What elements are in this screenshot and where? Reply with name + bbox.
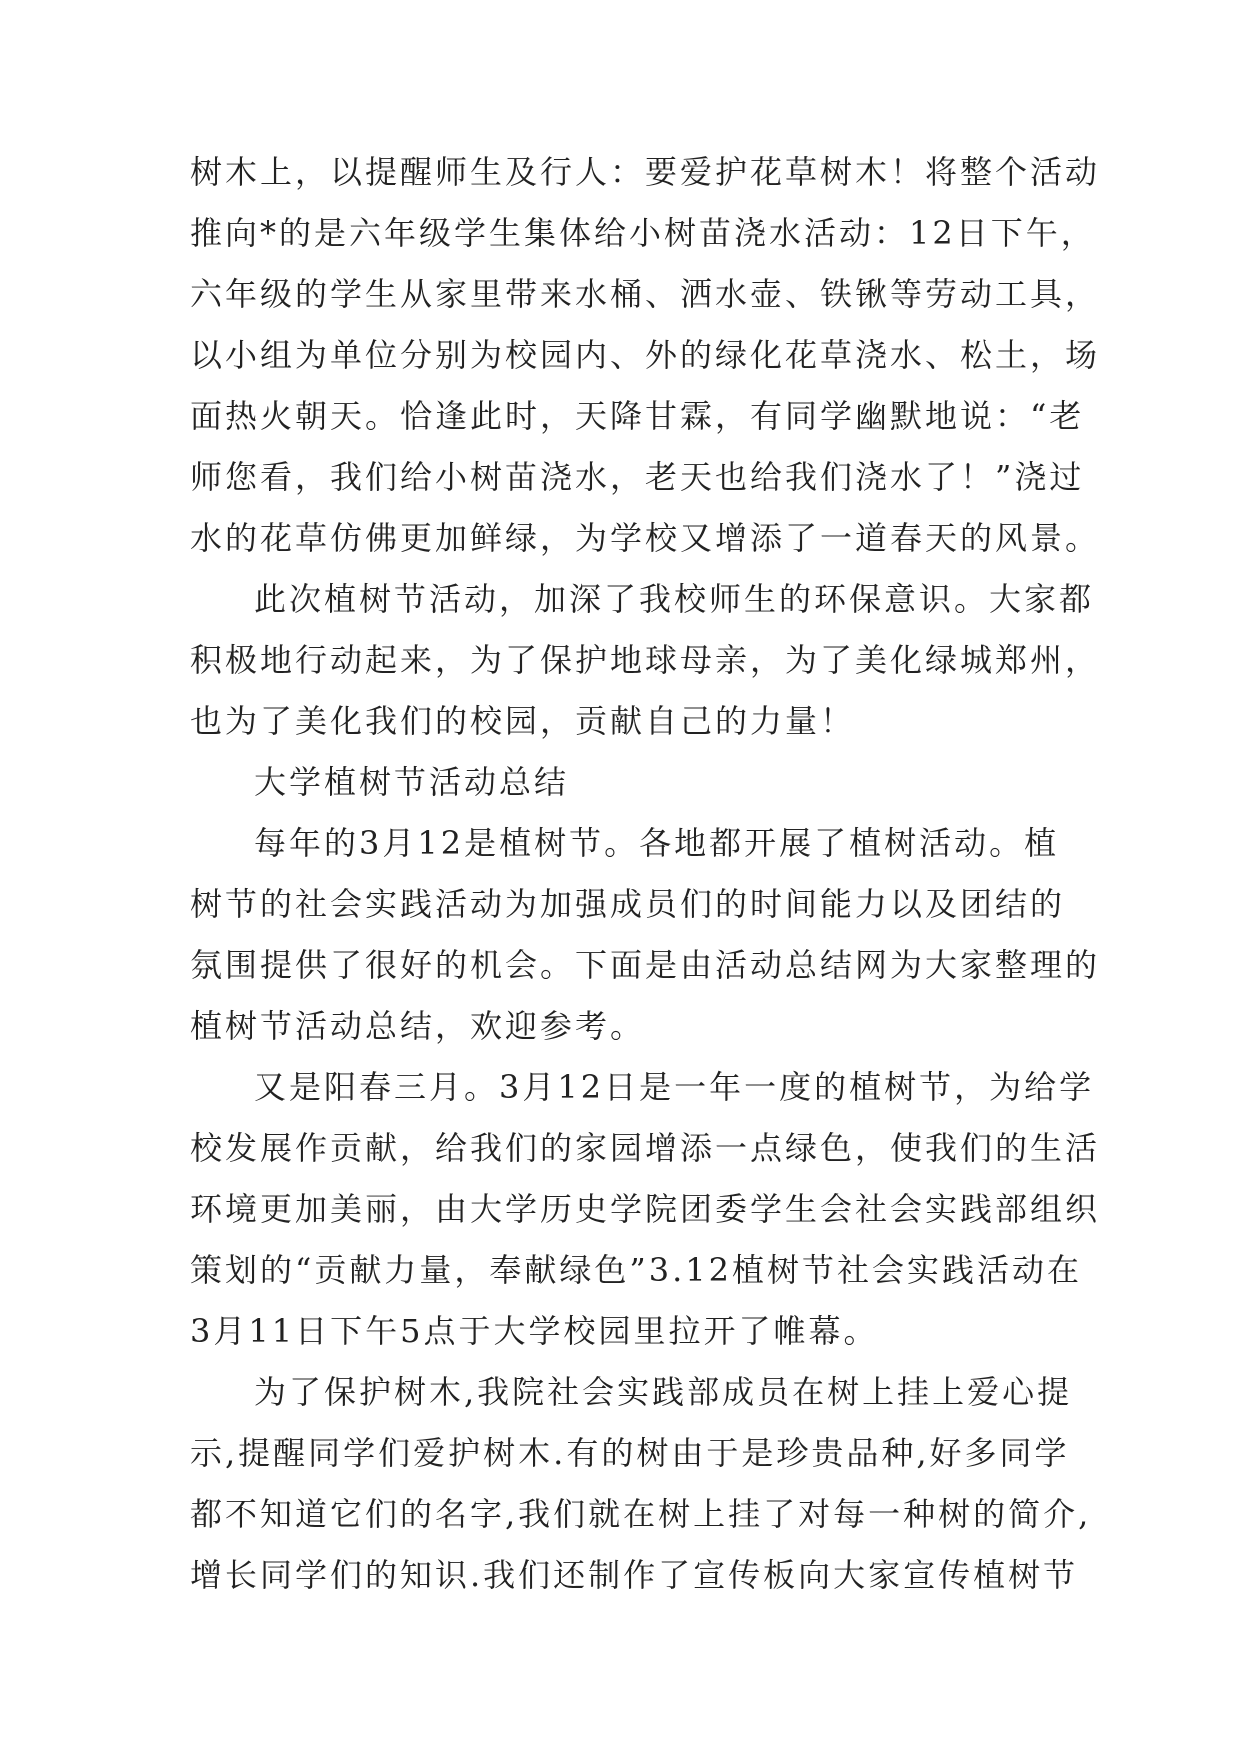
text-line: 策划的“贡献力量，奉献绿色”3.12植树节社会实践活动在	[190, 1251, 1082, 1289]
text-line: 增长同学们的知识.我们还制作了宣传板向大家宣传植树节	[190, 1556, 1079, 1594]
text-line: 也为了美化我们的校园，贡献自己的力量！	[190, 702, 856, 740]
text-line: 校发展作贡献，给我们的家园增添一点绿色，使我们的生活	[190, 1129, 1101, 1167]
text-line: 树木上，以提醒师生及行人：要爱护花草树木！将整个活动	[190, 153, 1101, 191]
text-line: 环境更加美丽，由大学历史学院团委学生会社会实践部组织	[190, 1190, 1101, 1228]
text-line: 水的花草仿佛更加鲜绿，为学校又增添了一道春天的风景。	[190, 519, 1101, 557]
text-line: 六年级的学生从家里带来水桶、洒水壶、铁锹等劳动工具，	[190, 275, 1101, 313]
text-line: 推向*的是六年级学生集体给小树苗浇水活动：12日下午，	[190, 214, 1096, 252]
text-line: 树节的社会实践活动为加强成员们的时间能力以及团结的	[190, 885, 1066, 923]
text-line: 氛围提供了很好的机会。下面是由活动总结网为大家整理的	[190, 946, 1101, 984]
text-line: 植树节活动总结，欢迎参考。	[190, 1007, 646, 1045]
text-line: 积极地行动起来，为了保护地球母亲，为了美化绿城郑州，	[190, 641, 1101, 679]
text-line: 以小组为单位分别为校园内、外的绿化花草浇水、松土，场	[190, 336, 1101, 374]
text-line: 师您看，我们给小树苗浇水，老天也给我们浇水了！”浇过	[190, 458, 1085, 496]
section-title: 大学植树节活动总结	[254, 763, 570, 801]
paragraph-first-line: 又是阳春三月。3月12日是一年一度的植树节，为给学	[254, 1068, 1095, 1106]
text-line: 示,提醒同学们爱护树木.有的树由于是珍贵品种,好多同学	[190, 1434, 1070, 1472]
paragraph-first-line: 每年的3月12是植树节。各地都开展了植树活动。植	[254, 824, 1060, 862]
paragraph-first-line: 此次植树节活动，加深了我校师生的环保意识。大家都	[254, 580, 1095, 618]
text-line: 面热火朝天。恰逢此时，天降甘霖，有同学幽默地说：“老	[190, 397, 1085, 435]
paragraph-first-line: 为了保护树木,我院社会实践部成员在树上挂上爱心提	[254, 1373, 1073, 1411]
text-line: 都不知道它们的名字,我们就在树上挂了对每一种树的简介,	[190, 1495, 1092, 1533]
text-line: 3月11日下午5点于大学校园里拉开了帷幕。	[190, 1312, 879, 1350]
